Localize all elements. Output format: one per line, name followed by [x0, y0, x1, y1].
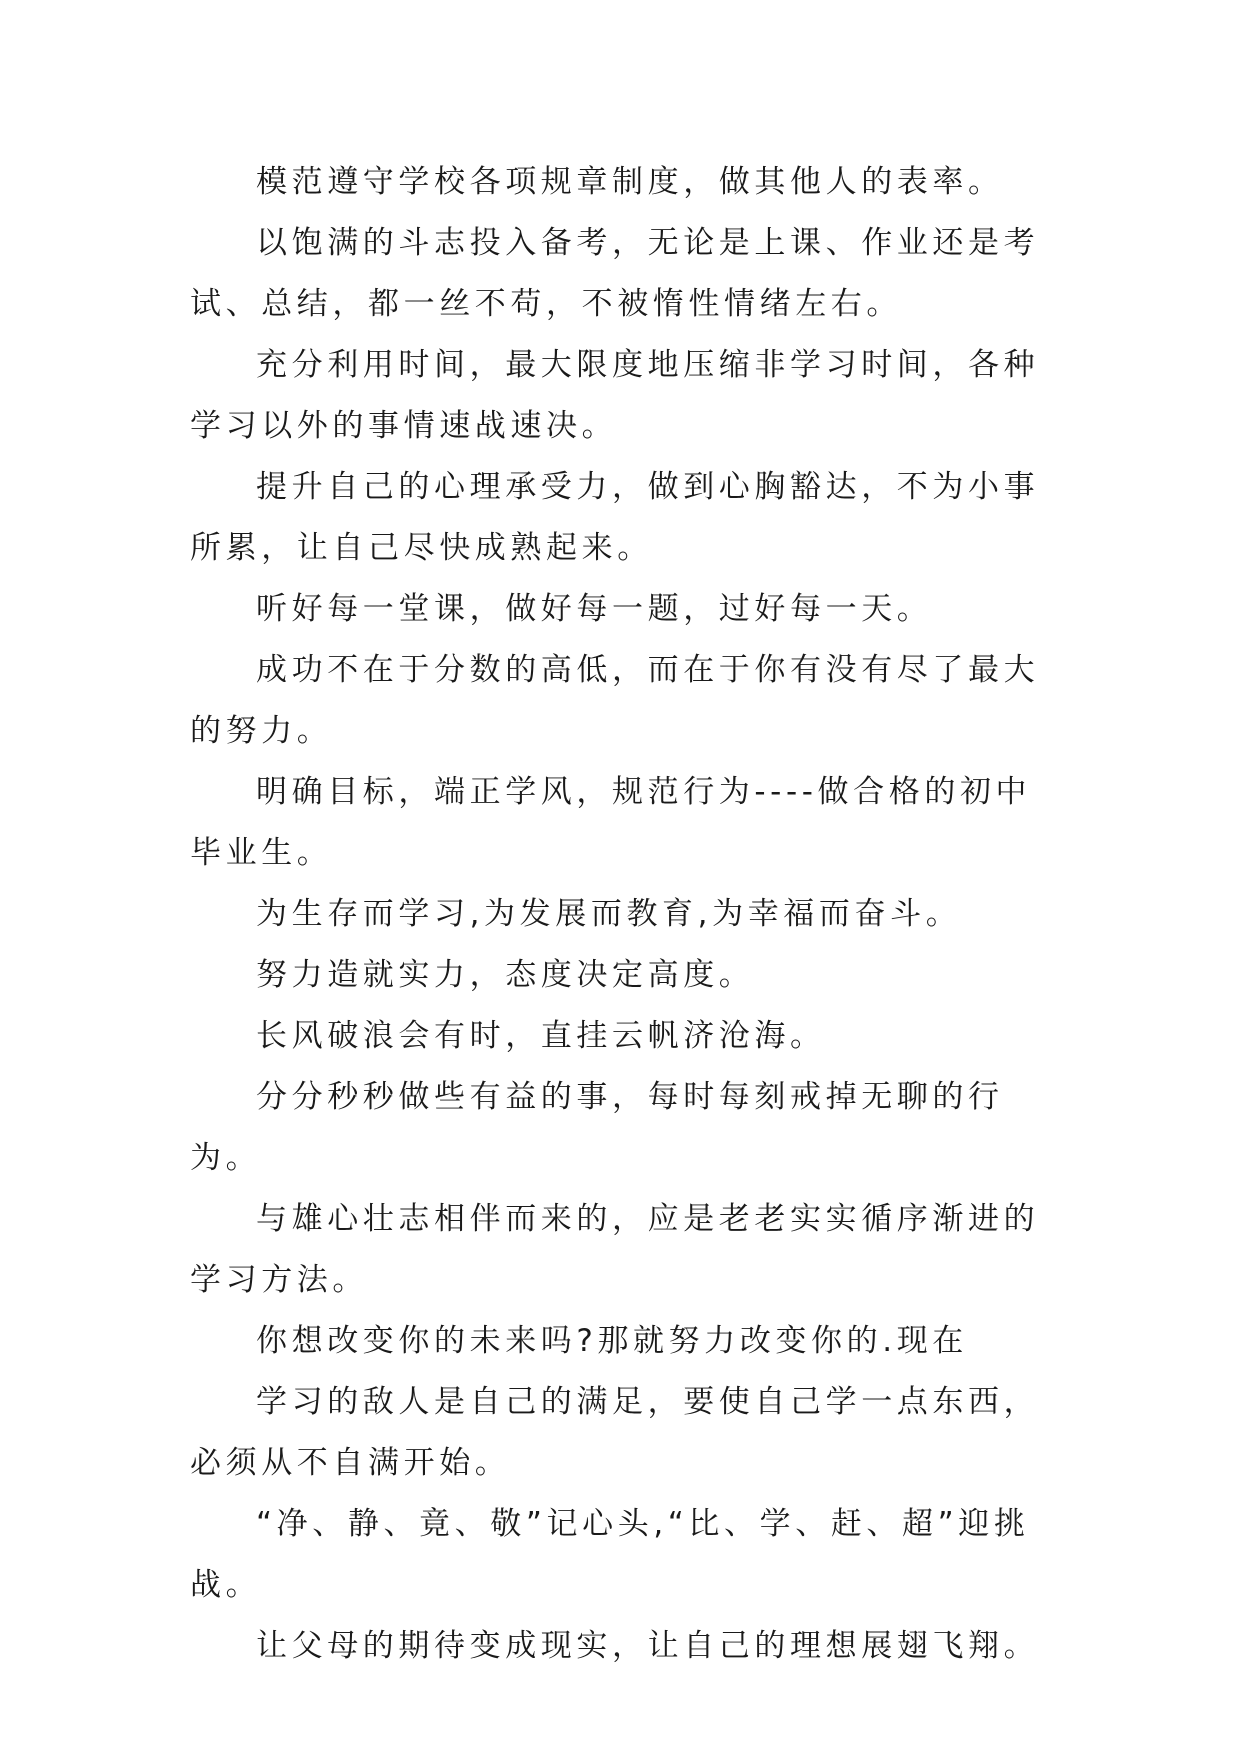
- paragraph: 你想改变你的未来吗?那就努力改变你的.现在: [256, 1323, 968, 1359]
- paragraph: “净、静、竟、敬”记心头,“比、学、赶、超”迎挑战。: [190, 1506, 1030, 1603]
- paragraph: 让父母的期待变成现实，让自己的理想展翅飞翔。: [256, 1628, 1040, 1664]
- paragraph: 与雄心壮志相伴而来的，应是老老实实循序渐进的学习方法。: [190, 1201, 1040, 1298]
- paragraph: 长风破浪会有时，直挂云帆济沧海。: [256, 1018, 826, 1054]
- paragraph: 明确目标，端正学风，规范行为----做合格的初中毕业生。: [190, 774, 1032, 871]
- paragraph: 成功不在于分数的高低，而在于你有没有尽了最大的努力。: [190, 652, 1040, 749]
- paragraph: 提升自己的心理承受力，做到心胸豁达，不为小事所累，让自己尽快成熟起来。: [190, 469, 1040, 566]
- paragraph: 学习的敌人是自己的满足，要使自己学一点东西，必须从不自满开始。: [190, 1384, 1040, 1481]
- paragraph: 以饱满的斗志投入备考，无论是上课、作业还是考试、总结，都一丝不苟，不被惰性情绪左右。: [190, 225, 1040, 322]
- paragraph: 努力造就实力，态度决定高度。: [256, 957, 755, 993]
- paragraph: 模范遵守学校各项规章制度，做其他人的表率。: [256, 164, 1004, 200]
- paragraph: 为生存而学习,为发展而教育,为幸福而奋斗。: [256, 896, 962, 932]
- paragraph: 分分秒秒做些有益的事，每时每刻戒掉无聊的行为。: [190, 1079, 1004, 1176]
- paragraph: 听好每一堂课，做好每一题，过好每一天。: [256, 591, 933, 627]
- document-body: [190, 152, 1058, 1677]
- paragraph: 充分利用时间，最大限度地压缩非学习时间，各种学习以外的事情速战速决。: [190, 347, 1040, 444]
